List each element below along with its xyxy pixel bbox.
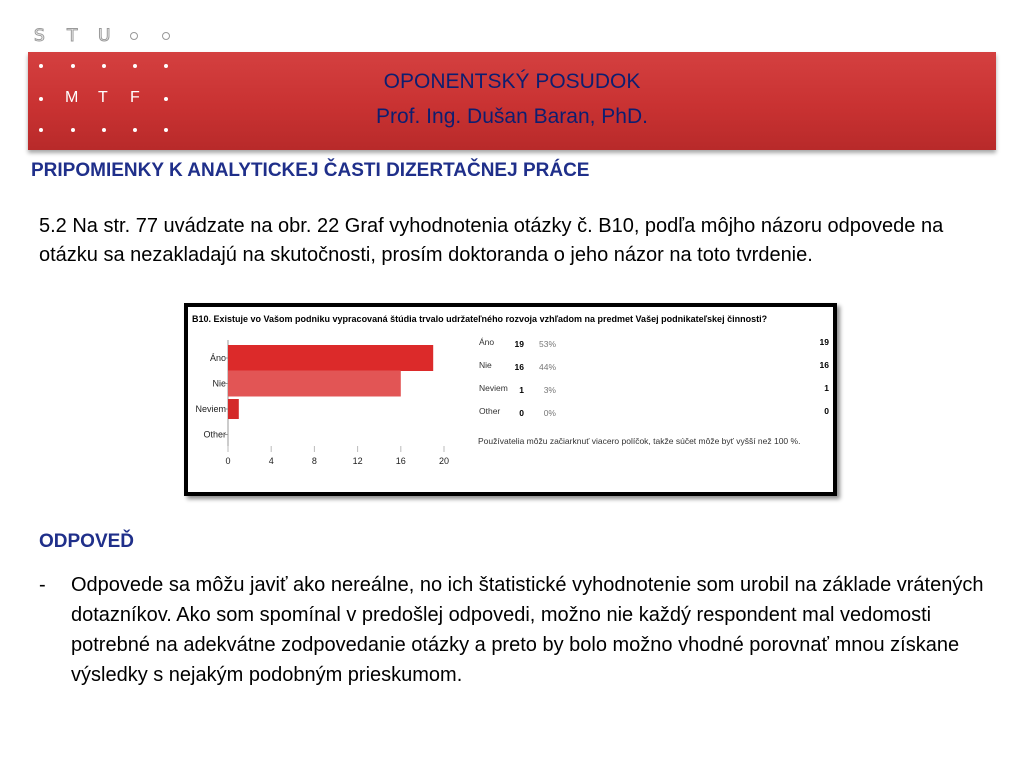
table-category: Other — [479, 406, 501, 416]
mtf-dot — [164, 97, 168, 101]
x-tick-label: 0 — [225, 456, 231, 466]
table-count: 0 — [519, 408, 524, 418]
stu-ring-dot — [130, 32, 138, 40]
category-label: Áno — [209, 353, 226, 363]
table-percentage: 53% — [538, 339, 556, 349]
mtf-letter-m: M — [65, 89, 79, 106]
stu-ring-dot — [162, 32, 170, 40]
bar — [228, 399, 239, 419]
mtf-dot — [39, 97, 43, 101]
mtf-dot — [39, 64, 43, 68]
slide-subtitle: Prof. Ing. Dušan Baran, PhD. — [376, 105, 648, 128]
table-count: 19 — [514, 339, 524, 349]
table-percentage: 44% — [538, 362, 556, 372]
mtf-dot — [164, 64, 168, 68]
mtf-letter-t: T — [98, 89, 108, 106]
x-tick-label: 16 — [395, 456, 406, 466]
table-count: 1 — [519, 385, 524, 395]
slide-title: OPONENTSKÝ POSUDOK — [383, 70, 641, 93]
table-percentage: 0% — [543, 408, 556, 418]
x-tick-label: 8 — [311, 456, 317, 466]
stu-letter-t: T — [67, 26, 78, 46]
table-category: Áno — [479, 337, 495, 347]
mtf-dot — [102, 64, 106, 68]
x-tick-label: 12 — [352, 456, 363, 466]
bullet-dash: - — [39, 574, 46, 596]
answer-heading: ODPOVEĎ — [39, 531, 135, 552]
chart-note: Používatelia môžu začiarknuť viacero políčok, takže súčet môže byť vyšší než 100 %. — [478, 436, 801, 446]
table-count-right: 1 — [824, 383, 829, 393]
table-percentage: 3% — [543, 385, 556, 395]
category-label: Nie — [212, 378, 226, 389]
comment-paragraph: 5.2 Na str. 77 uvádzate na obr. 22 Graf vyhodnotenia otázky č. B10, podľa môjho názoru odpovede na otázku sa nezakladajú na skutočnosti, prosím doktoranda o jeho názor na toto tvrdenie. — [39, 215, 944, 266]
x-tick-label: 20 — [438, 456, 450, 466]
chart-image — [184, 303, 837, 496]
table-count: 16 — [514, 362, 524, 372]
mtf-dot — [133, 64, 137, 68]
stu-logo — [32, 26, 182, 48]
stu-letter-s: S — [34, 26, 45, 46]
bar — [228, 371, 401, 397]
mtf-dot — [71, 64, 75, 68]
chart-title: B10. Existuje vo Vašom podniku vypracovaná štúdia trvalo udržateľného rozvoja vzhľadom na predmet Vašej podnikateľskej činnosti? — [192, 314, 768, 324]
stu-letter-u: U — [98, 26, 111, 46]
category-label: Other — [203, 429, 226, 440]
answer-paragraph: Odpovede sa môžu javiť ako nereálne, no ich štatistické vyhodnotenie som urobil na základe vrátených dotazníkov. Ako som spomínal v predošlej odpovedi, možno nie každý respondent mal vedomosti potrebné na adekvátne zodpovedanie otázky a preto by bolo možno vhodné porovnať mnou získane výsledky s nejakým podobným prieskumom. — [71, 574, 984, 686]
table-count-right: 19 — [819, 337, 829, 347]
x-tick-label: 4 — [268, 456, 274, 466]
mtf-letter-f: F — [130, 89, 140, 106]
header-band — [28, 52, 996, 150]
section-heading: PRIPOMIENKY K ANALYTICKEJ ČASTI DIZERTAČNEJ PRÁCE — [31, 160, 590, 181]
table-count-right: 16 — [819, 360, 829, 370]
table-category: Neviem — [479, 383, 508, 393]
table-count-right: 0 — [824, 406, 829, 416]
bar-chart — [188, 307, 833, 492]
bar — [228, 345, 433, 371]
table-category: Nie — [479, 360, 492, 370]
category-label: Neviem — [195, 404, 226, 414]
